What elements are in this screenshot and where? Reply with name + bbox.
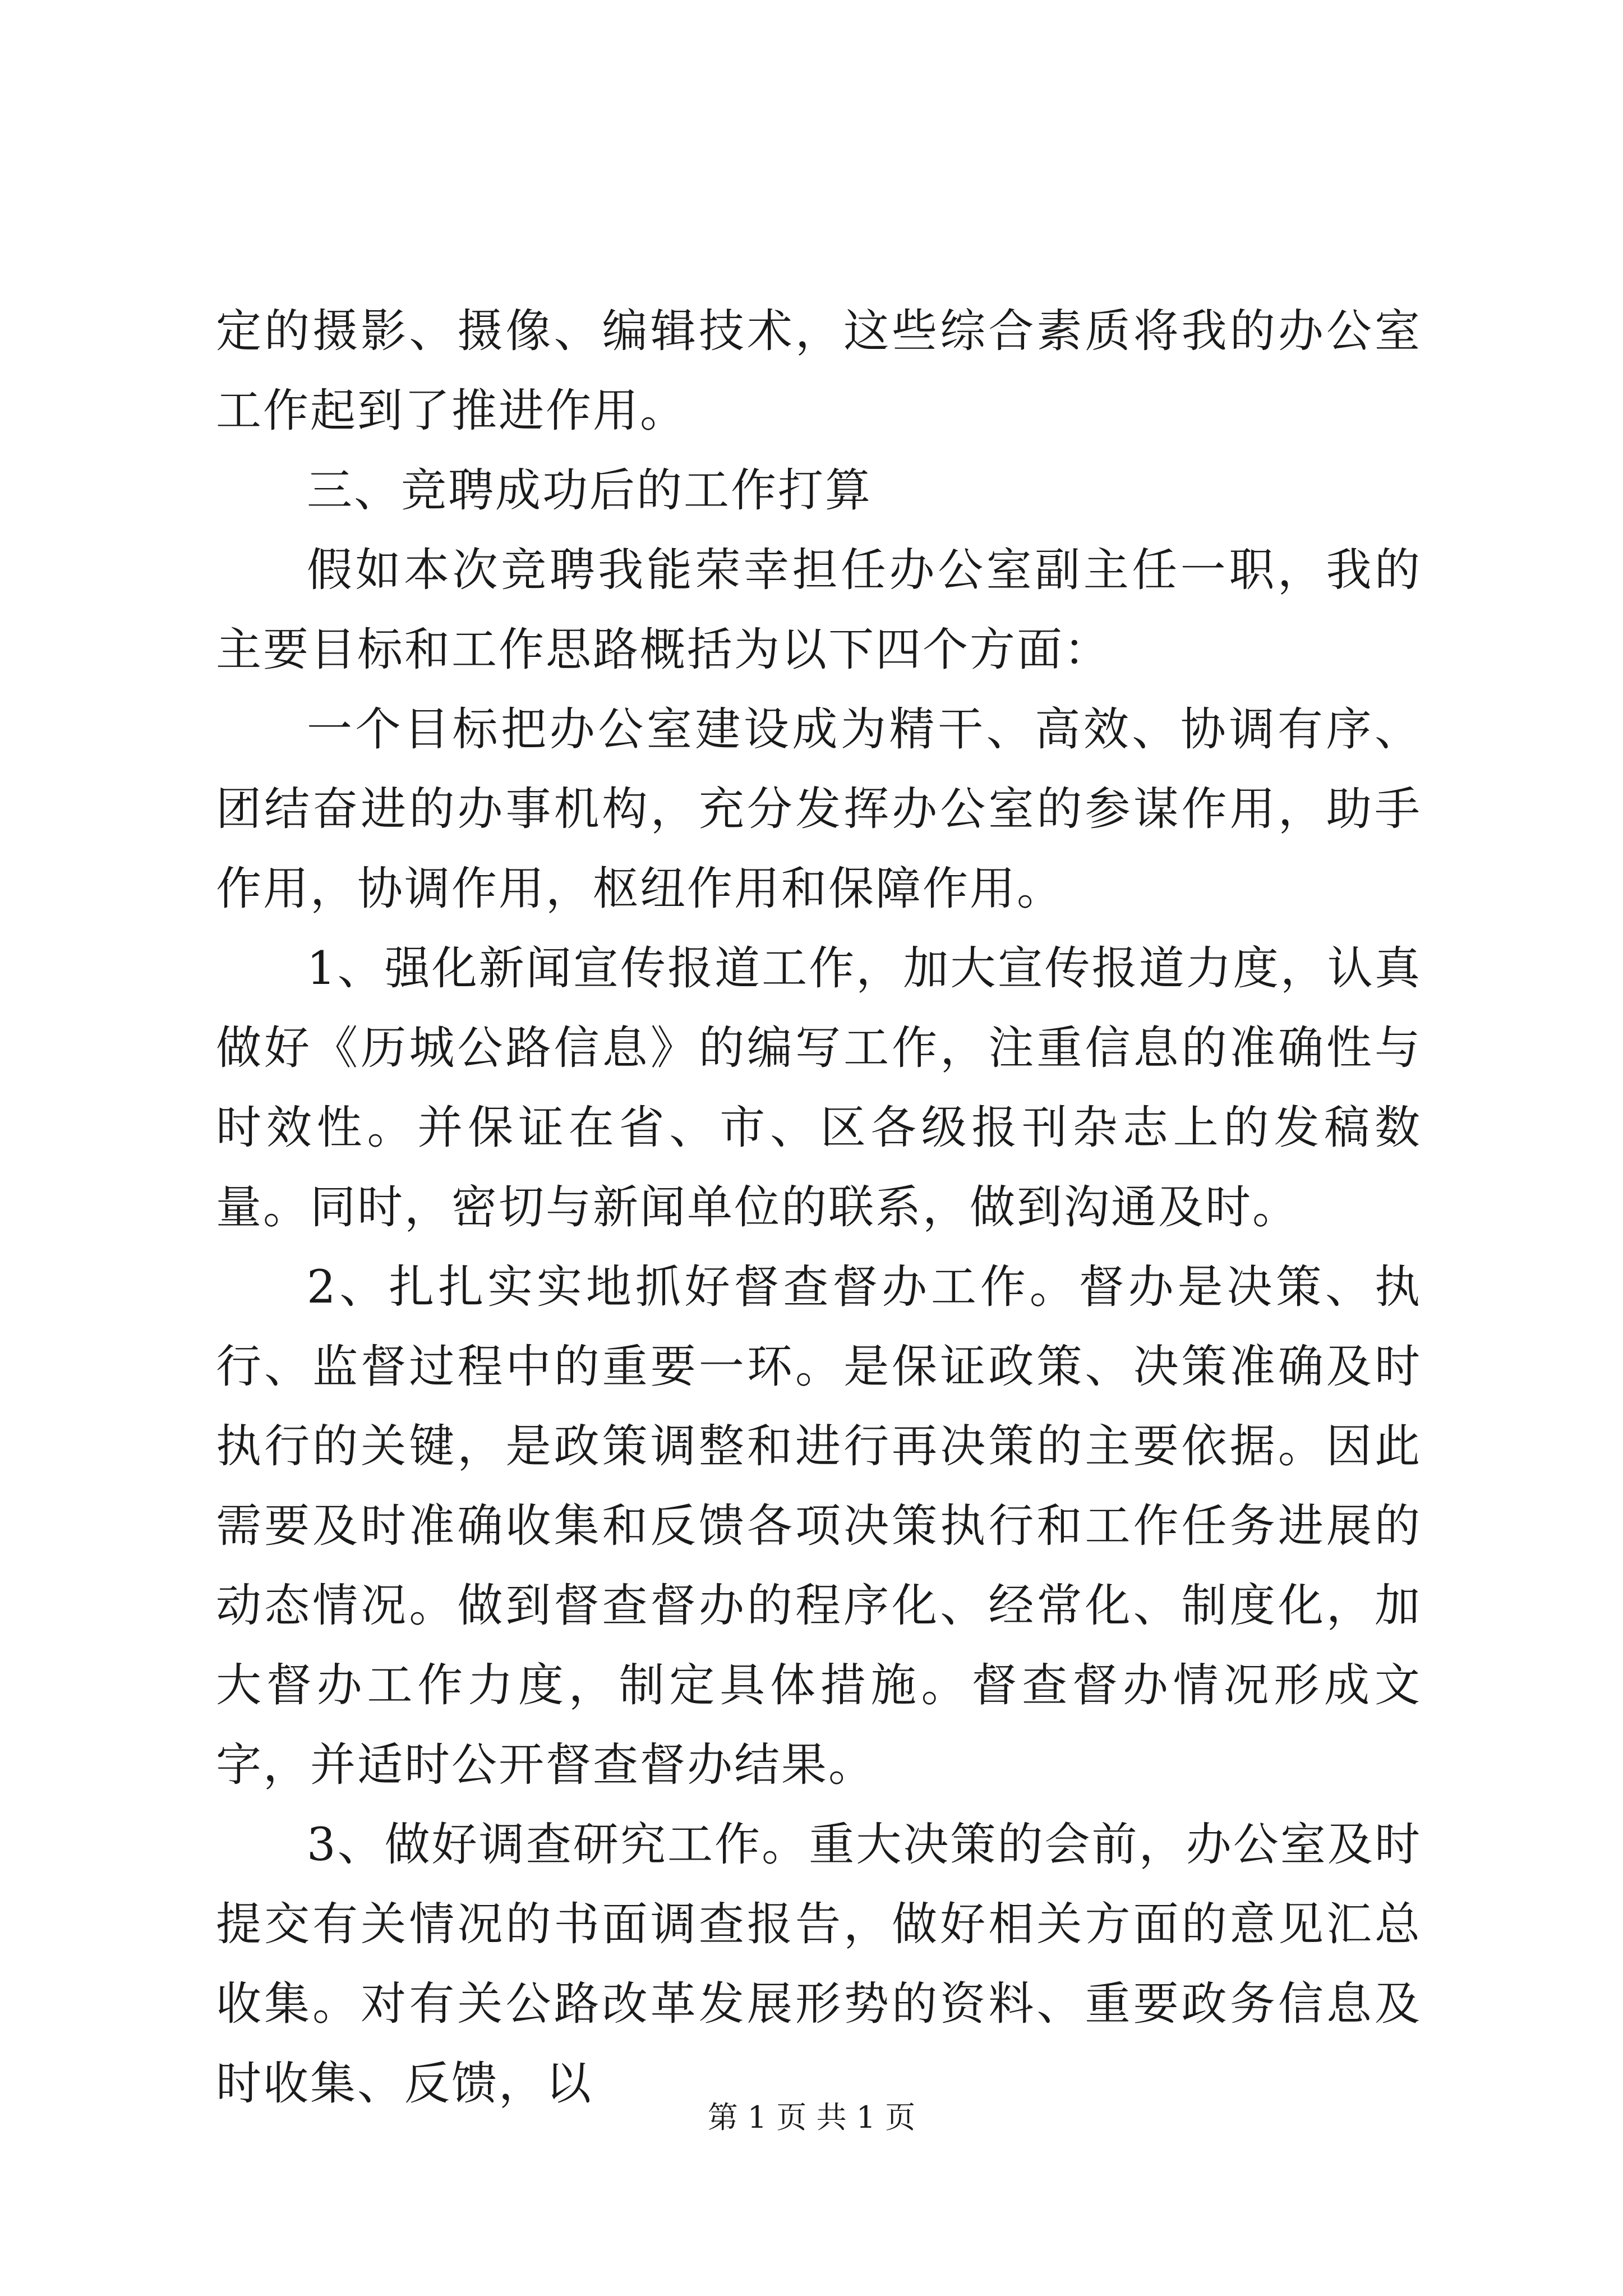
page-footer: 第 1 页 共 1 页 bbox=[707, 2100, 916, 2135]
paragraph-item-1: 1、强化新闻宣传报道工作，加大宣传报道力度，认真做好《历城公路信息》的编写工作，注重信息的准确性与时效性。并保证在省、市、区各级报刊杂志上的发稿数量。同时，密切与新闻单位的联系，做到沟通及时。 bbox=[216, 942, 1422, 1234]
paragraph-item-2: 2、扎扎实实地抓好督查督办工作。督办是决策、执行、监督过程中的重要一环。是保证政策、决策准确及时执行的关键，是政策调整和进行再决策的主要依据。因此需要及时准确收集和反馈各项决策执行和工作任务进展的动态情况。做到督查督办的程序化、经常化、制度化，加大督办工作力度，制定具体措施。督查督办情况形成文字，并适时公开督查督办结果。 bbox=[216, 1261, 1422, 1792]
paragraph-goal: 一个目标把办公室建设成为精干、高效、协调有序、团结奋进的办事机构，充分发挥办公室的参谋作用，助手作用，协调作用，枢纽作用和保障作用。 bbox=[216, 703, 1422, 915]
paragraph-item-3: 3、做好调查研究工作。重大决策的会前，办公室及时提交有关情况的书面调查报告，做好相关方面的意见汇总收集。对有关公路改革发展形势的资料、重要政务信息及时收集、反馈，以 bbox=[216, 1819, 1422, 2110]
section-heading: 三、竞聘成功后的工作打算 bbox=[307, 464, 873, 517]
paragraph-intro: 假如本次竞聘我能荣幸担任办公室副主任一职，我的主要目标和工作思路概括为以下四个方面： bbox=[216, 544, 1422, 677]
paragraph-continuation: 定的摄影、摄像、编辑技术，这些综合素质将我的办公室工作起到了推进作用。 bbox=[216, 305, 1422, 438]
document-body bbox=[216, 292, 1422, 2124]
